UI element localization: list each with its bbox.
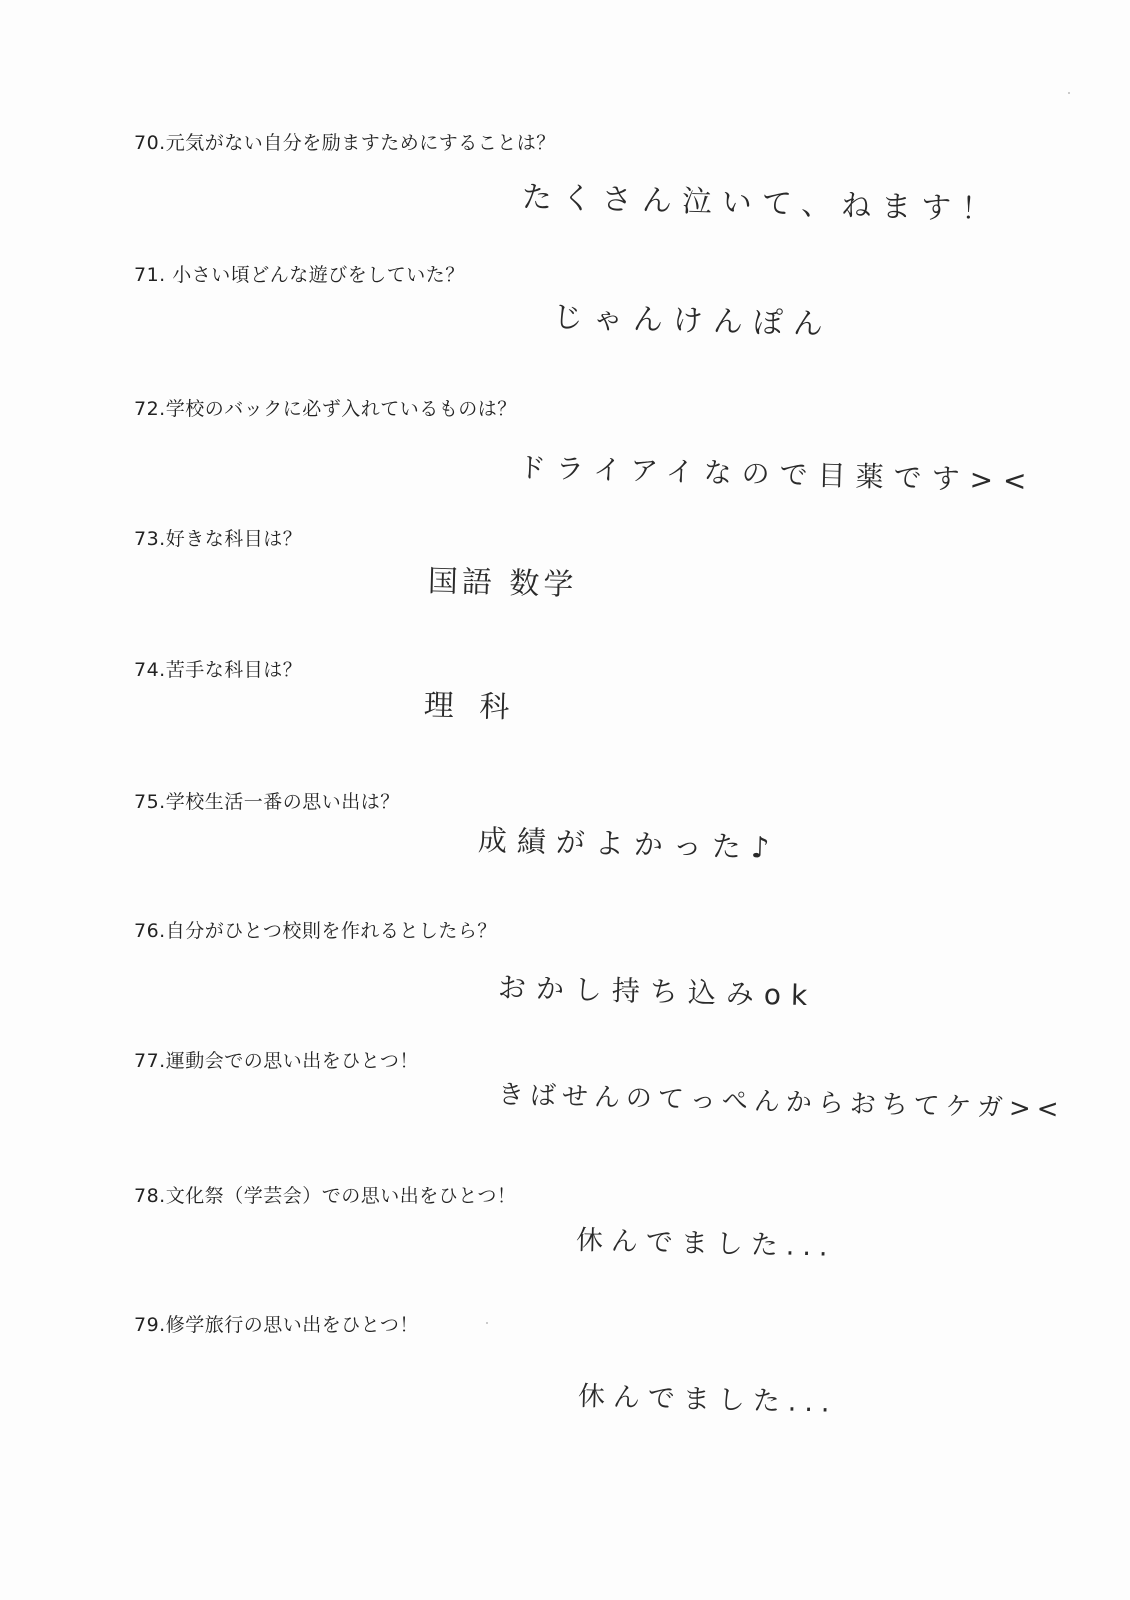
question-75: 75.学校生活一番の思い出は？ bbox=[134, 791, 400, 813]
scan-speck bbox=[486, 1322, 488, 1324]
answer-74: 理 科 bbox=[423, 688, 518, 726]
question-71: 71. 小さい頃どんな遊びをしていた？ bbox=[134, 264, 465, 286]
answer-78: 休んでました... bbox=[575, 1225, 836, 1263]
question-72: 72.学校のバックに必ず入れているものは？ bbox=[134, 398, 517, 420]
answer-73: 国語 数学 bbox=[427, 564, 578, 603]
answer-79: 休んでました... bbox=[577, 1381, 838, 1419]
question-74: 74.苦手な科目は？ bbox=[134, 659, 303, 681]
answer-76: おかし持ち込みok bbox=[497, 971, 818, 1013]
answer-75: 成績がよかった♪ bbox=[477, 823, 780, 865]
scan-speck bbox=[1068, 92, 1070, 94]
answer-71: じゃんけんぽん bbox=[552, 300, 834, 343]
answer-77: きばせんのてっぺんからおちてケガ>< bbox=[497, 1080, 1065, 1125]
question-76: 76.自分がひとつ校則を作れるとしたら？ bbox=[134, 920, 497, 942]
question-70: 70.元気がない自分を励ますためにすることは？ bbox=[134, 132, 556, 154]
answer-72: ドライアイなので目薬です>< bbox=[517, 451, 1037, 498]
question-73: 73.好きな科目は？ bbox=[134, 528, 303, 550]
question-78: 78.文化祭（学芸会）での思い出をひとつ！ bbox=[134, 1185, 517, 1207]
answer-70: たくさん泣いて、ねます！ bbox=[521, 180, 1002, 228]
question-79: 79.修学旅行の思い出をひとつ！ bbox=[134, 1314, 419, 1336]
question-77: 77.運動会での思い出をひとつ！ bbox=[134, 1050, 419, 1072]
